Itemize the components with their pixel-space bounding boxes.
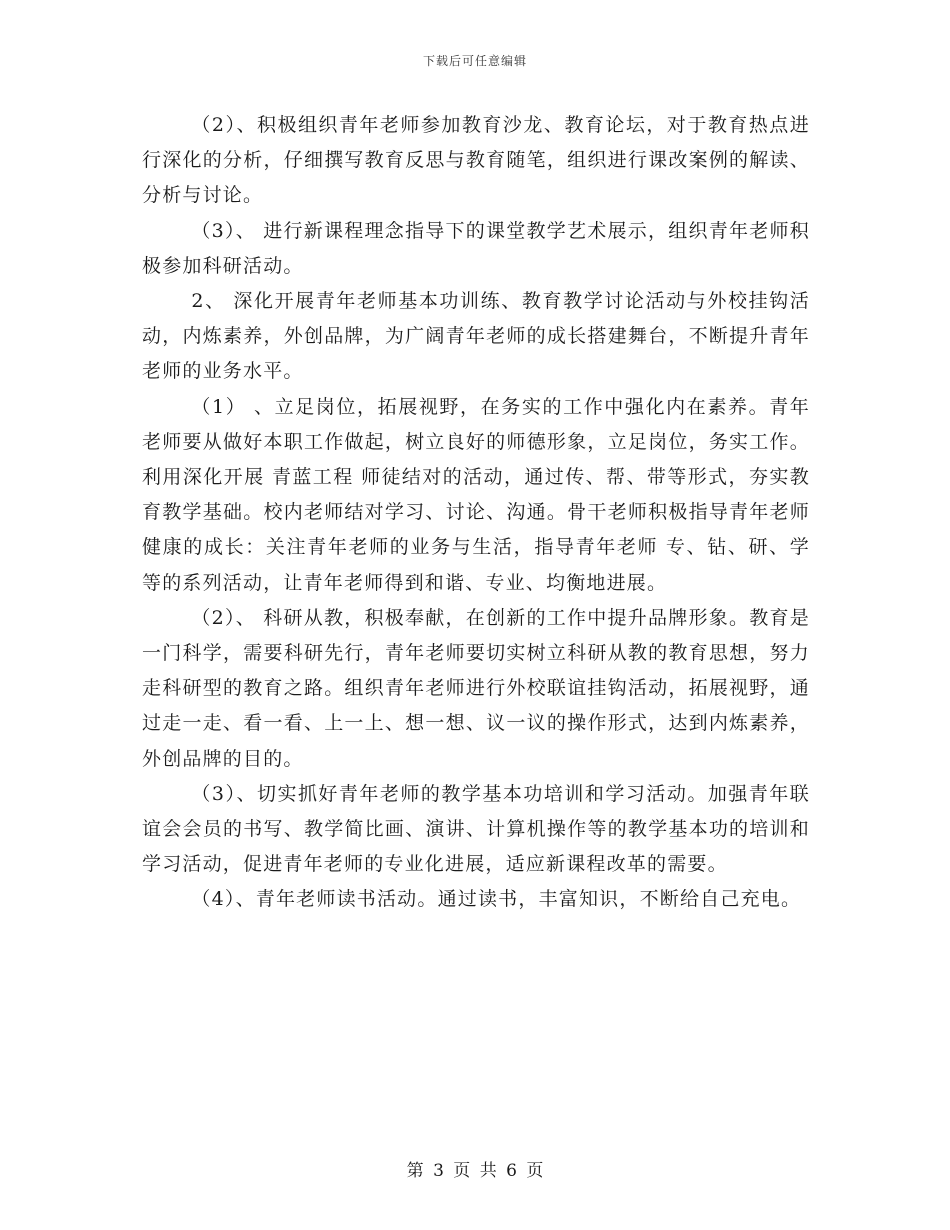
paragraph-section-2: 2、 深化开展青年老师基本功训练、教育教学讨论活动与外校挂钩活动，内炼素养，外创品牌，为广阔青年老师的成长搭建舞台，不断提升青年老师的业务水平。 bbox=[142, 290, 810, 383]
page-header: 下载后可任意编辑 bbox=[422, 54, 527, 68]
paragraph-3-training: （3）、切实抓好青年老师的教学基本功培训和学习活动。加强青年联谊会会员的书写、教学简比画、演讲、计算机操作等的教学基本功的培训和学习活动，促进青年老师的专业化进展，适应新课程改革的需要。 bbox=[142, 782, 810, 876]
paragraph-2-research: （2）、 科研从教，积极奉献，在创新的工作中提升品牌形象。教育是一门科学，需要科研先行，青年老师要切实树立科研从教的教育思想，努力走科研型的教育之路。组织青年老师进行外校联谊挂钩活动，拓展视野，通过走一走、看一看、上一上、想一想、议一议的操作形式，达到内炼素养，外创品牌的目的。 bbox=[142, 606, 810, 770]
paragraph-2-activities: （2）、积极组织青年老师参加教育沙龙、教育论坛，对于教育热点进行深化的分析，仔细撰写教育反思与教育随笔，组织进行课改案例的解读、分析与讨论。 bbox=[142, 114, 810, 207]
paragraph-4-reading: （4）、青年老师读书活动。通过读书，丰富知识，不断给自己充电。 bbox=[191, 888, 802, 911]
footer-total-pages: 6 bbox=[506, 1161, 517, 1181]
document-body bbox=[142, 108, 810, 918]
footer-middle: 页 共 bbox=[453, 1161, 497, 1181]
footer-suffix: 页 bbox=[526, 1161, 544, 1181]
footer-prefix: 第 bbox=[406, 1161, 424, 1181]
paragraph-3-showcase: （3）、 进行新课程理念指导下的课堂教学艺术展示，组织青年老师积极参加科研活动。 bbox=[142, 219, 810, 277]
footer-current-page: 3 bbox=[433, 1161, 444, 1181]
paragraph-1-post: （1） 、立足岗位，拓展视野，在务实的工作中强化内在素养。青年老师要从做好本职工作做起，树立良好的师德形象，立足岗位，务实工作。利用深化开展 青蓝工程 师徒结对的活动，通过传、帮、带等形式，夯实教育教学基础。校内老师结对学习、讨论、沟通。骨干老师积极指导青年老师健康的成长：关注青年老师的业务与生活，指导青年老师 专、钻、研、学 等的系列活动，让青年老师得到和谐、专业、均衡地进展。 bbox=[142, 395, 810, 594]
page-footer bbox=[0, 1156, 950, 1181]
